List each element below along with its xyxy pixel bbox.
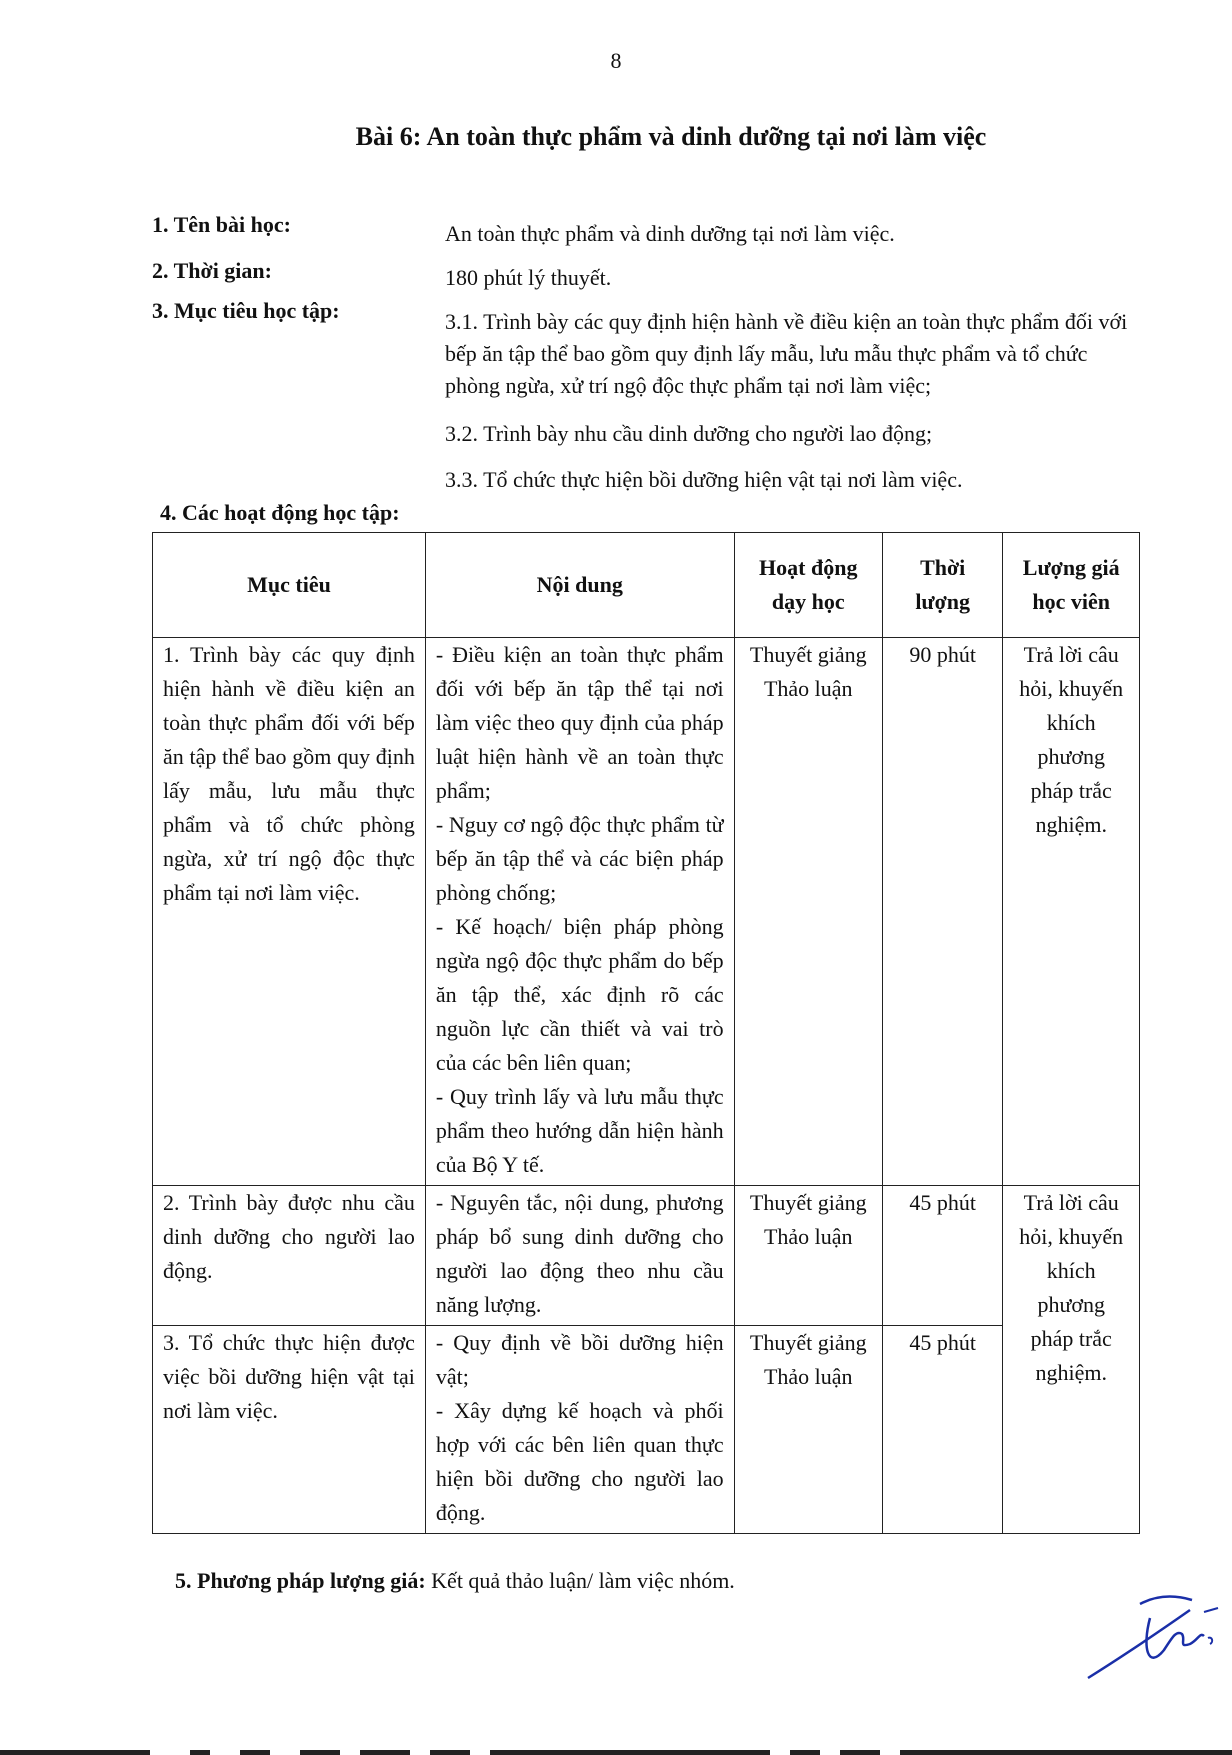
lesson-title: Bài 6: An toàn thực phẩm và dinh dưỡng tại nơi làm việc xyxy=(355,122,987,151)
header-content: Nội dung xyxy=(425,533,734,638)
assessment-label: 5. Phương pháp lượng giá: xyxy=(175,1568,426,1593)
time-cell: 45 phút xyxy=(882,1186,1003,1326)
duration-label: 2. Thời gian: xyxy=(152,258,272,283)
table-row xyxy=(153,1186,1140,1326)
table-header-row xyxy=(153,533,1140,638)
activities-heading: 4. Các hoạt động học tập: xyxy=(160,500,400,525)
content-cell xyxy=(425,1326,734,1534)
activities-table xyxy=(152,532,1140,1534)
header-evaluation: Lượng giá học viên xyxy=(1003,533,1140,638)
content-item: - Xây dựng kế hoạch và phối hợp với các bên liên quan thực hiện bồi dưỡng cho người lao động. xyxy=(435,1398,724,1525)
content-item: - Quy định về bồi dưỡng hiện vật; xyxy=(435,1330,724,1389)
method-cell: Thuyết giảng Thảo luận xyxy=(734,1186,882,1326)
content-item: - Kế hoạch/ biện pháp phòng ngừa ngộ độc thực phẩm do bếp ăn tập thể, xác định rõ các nguồn lực cần thiết và vai trò của các bên liên quan; xyxy=(435,914,724,1075)
evaluation-cell: Trả lời câu hỏi, khuyến khích phương pháp trắc nghiệm. xyxy=(1003,638,1140,1186)
content-cell xyxy=(425,638,734,1186)
header-time: Thời lượng xyxy=(882,533,1003,638)
assessment-method xyxy=(175,1568,735,1594)
content-cell xyxy=(425,1186,734,1326)
lesson-name-value: An toàn thực phẩm và dinh dưỡng tại nơi làm việc. xyxy=(445,221,895,246)
page-number: 8 xyxy=(610,48,622,73)
assessment-value: Kết quả thảo luận/ làm việc nhóm. xyxy=(431,1568,735,1593)
duration-value: 180 phút lý thuyết. xyxy=(445,265,612,290)
lesson-name-label: 1. Tên bài học: xyxy=(152,212,291,237)
objective-item: 3.2. Trình bày nhu cầu dinh dưỡng cho người lao động; xyxy=(445,421,933,446)
goal-cell: 1. Trình bày các quy định hiện hành về điều kiện an toàn thực phẩm đối với bếp ăn tập thể bao gồm quy định lấy mẫu, lưu mẫu thực phẩm và tổ chức phòng ngừa, xử trí ngộ độc thực phẩm tại nơi làm việc. xyxy=(153,638,426,1186)
header-method: Hoạt động dạy học xyxy=(734,533,882,638)
signature-mark xyxy=(1080,1578,1220,1688)
header-goal: Mục tiêu xyxy=(153,533,426,638)
goal-cell: 2. Trình bày được nhu cầu dinh dưỡng cho người lao động. xyxy=(153,1186,426,1326)
content-item: - Nguy cơ ngộ độc thực phẩm từ bếp ăn tập thể và các biện pháp phòng chống; xyxy=(435,812,724,905)
method-cell: Thuyết giảng Thảo luận xyxy=(734,1326,882,1534)
content-item: - Quy trình lấy và lưu mẫu thực phẩm theo hướng dẫn hiện hành của Bộ Y tế. xyxy=(435,1084,724,1177)
content-item: - Nguyên tắc, nội dung, phương pháp bổ sung dinh dưỡng cho người lao động theo nhu cầu năng lượng. xyxy=(435,1190,724,1317)
objective-item: 3.1. Trình bày các quy định hiện hành về điều kiện an toàn thực phẩm đối với bếp ăn tập thể bao gồm quy định lấy mẫu, lưu mẫu thực phẩm và tổ chức phòng ngừa, xử trí ngộ độc thực phẩm tại nơi làm việc; xyxy=(445,309,1128,398)
time-cell: 90 phút xyxy=(882,638,1003,1186)
objective-item: 3.3. Tổ chức thực hiện bồi dưỡng hiện vật tại nơi làm việc. xyxy=(445,467,963,492)
table-row xyxy=(153,1326,1140,1534)
page-bottom-edge xyxy=(0,1740,1232,1755)
content-item: - Điều kiện an toàn thực phẩm đối với bếp ăn tập thể tại nơi làm việc theo quy định của pháp luật hiện hành về an toàn thực phẩm; xyxy=(435,642,724,803)
table-row xyxy=(153,638,1140,1186)
evaluation-cell: Trả lời câu hỏi, khuyến khích phương pháp trắc nghiệm. xyxy=(1003,1186,1140,1534)
objectives-label: 3. Mục tiêu học tập: xyxy=(152,298,340,323)
goal-cell: 3. Tổ chức thực hiện được việc bồi dưỡng hiện vật tại nơi làm việc. xyxy=(153,1326,426,1534)
time-cell: 45 phút xyxy=(882,1326,1003,1534)
method-cell: Thuyết giảng Thảo luận xyxy=(734,638,882,1186)
